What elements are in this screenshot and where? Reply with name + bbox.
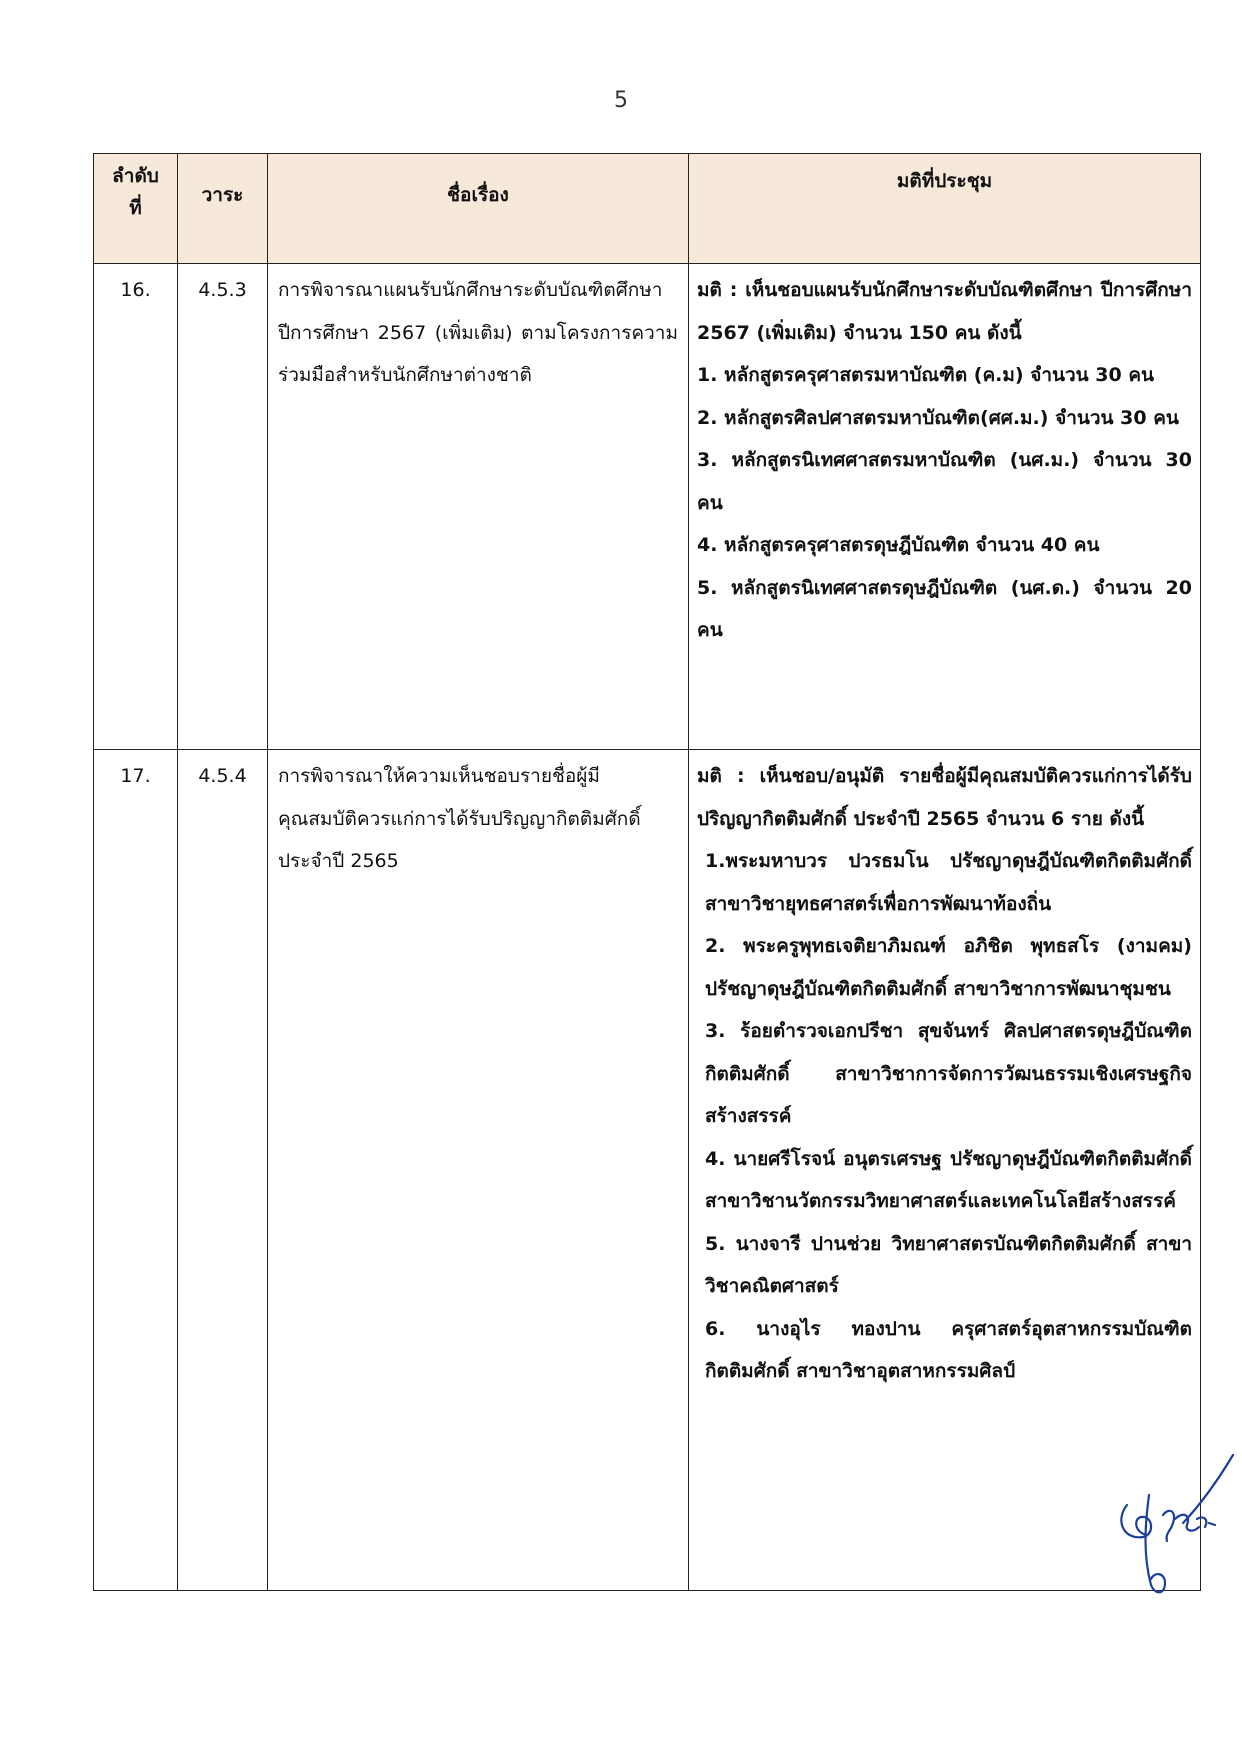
row-agenda: 4.5.4 — [178, 750, 268, 1591]
list-item: 6. นางอุไร ทองปาน ครุศาสตร์อุตสาหกรรมบัณฑิตกิตติมศักดิ์ สาขาวิชาอุตสาหกรรมศิลป์ — [705, 1317, 1192, 1382]
row-title: การพิจารณาให้ความเห็นชอบรายชื่อผู้มีคุณสมบัติควรแก่การได้รับปริญญากิตติมศักดิ์ ประจำปี 2565 — [268, 750, 689, 1591]
header-order-number — [94, 154, 178, 264]
list-item: 5. นางจารี ปานช่วย วิทยาศาสตรบัณฑิตกิตติมศักดิ์ สาขาวิชาคณิตศาสตร์ — [705, 1232, 1192, 1297]
table-row — [94, 264, 1201, 750]
list-item: 3. หลักสูตรนิเทศศาสตรมหาบัณฑิต (นศ.ม.) จำนวน 30 คน — [697, 449, 1192, 514]
list-item: 4. หลักสูตรครุศาสตรดุษฎีบัณฑิต จำนวน 40 คน — [697, 534, 1100, 556]
row-agenda: 4.5.3 — [178, 264, 268, 750]
resolution-item-list — [697, 840, 1192, 1393]
handwritten-signature-icon — [1105, 1445, 1242, 1605]
list-item: 1. หลักสูตรครุศาสตรมหาบัณฑิต (ค.ม) จำนวน 30 คน — [697, 364, 1155, 386]
list-item: 4. นายศรีโรจน์ อนุตรเศรษฐ ปรัชญาดุษฎีบัณฑิตกิตติมศักดิ์ สาขาวิชานวัตกรรมวิทยาศาสตร์และเทคโนโลยีสร้างสรรค์ — [705, 1147, 1192, 1212]
list-item: 3. ร้อยตำรวจเอกปรีชา สุขจันทร์ ศิลปศาสตรดุษฎีบัณฑิตกิตติมศักดิ์ สาขาวิชาการจัดการวัฒนธรรมเชิงเศรษฐกิจสร้างสรรค์ — [705, 1020, 1192, 1127]
row-resolution — [689, 264, 1201, 750]
list-item: 2. หลักสูตรศิลปศาสตรมหาบัณฑิต(ศศ.ม.) จำนวน 30 คน — [697, 406, 1179, 429]
table-row — [94, 750, 1201, 1591]
page-number: 5 — [614, 88, 628, 113]
resolution-intro: มติ : เห็นชอบ/อนุมัติ รายชื่อผู้มีคุณสมบัติควรแก่การได้รับปริญญากิตติมศักดิ์ ประจำปี 2565 จำนวน 6 ราย ดังนี้ — [697, 765, 1192, 830]
row-order-number: 17. — [94, 750, 178, 1591]
table-header-row — [94, 154, 1201, 264]
row-title: การพิจารณาแผนรับนักศึกษาระดับบัณฑิตศึกษา ปีการศึกษา 2567 (เพิ่มเติม) ตามโครงการความร่วมมือสำหรับนักศึกษาต่างชาติ — [268, 264, 689, 750]
header-resolution: มติที่ประชุม — [689, 154, 1201, 264]
list-item: 5. หลักสูตรนิเทศศาสตรดุษฎีบัณฑิต (นศ.ด.) จำนวน 20 คน — [697, 576, 1192, 641]
list-item: 1.พระมหาบวร ปวรธมโน ปรัชญาดุษฎีบัณฑิตกิตติมศักดิ์ สาขาวิชายุทธศาสตร์เพื่อการพัฒนาท้องถิ่น — [705, 850, 1192, 915]
resolution-intro: มติ : เห็นชอบแผนรับนักศึกษาระดับบัณฑิตศึกษา ปีการศึกษา 2567 (เพิ่มเติม) จำนวน 150 คน ดังนี้ — [697, 279, 1192, 344]
header-order-line2: ที่ — [129, 197, 142, 219]
header-agenda: วาระ — [178, 154, 268, 264]
row-order-number: 16. — [94, 264, 178, 750]
header-title: ชื่อเรื่อง — [268, 154, 689, 264]
header-order-line1: ลำดับ — [112, 165, 159, 187]
minutes-table — [93, 153, 1201, 1591]
list-item: 2. พระครูพุทธเจติยาภิมณฑ์ อภิชิต พุทธสโร (งามคม) ปรัชญาดุษฎีบัณฑิตกิตติมศักดิ์ สาขาวิชาการพัฒนาชุมชน — [705, 935, 1192, 1000]
resolution-item-list — [697, 354, 1192, 652]
